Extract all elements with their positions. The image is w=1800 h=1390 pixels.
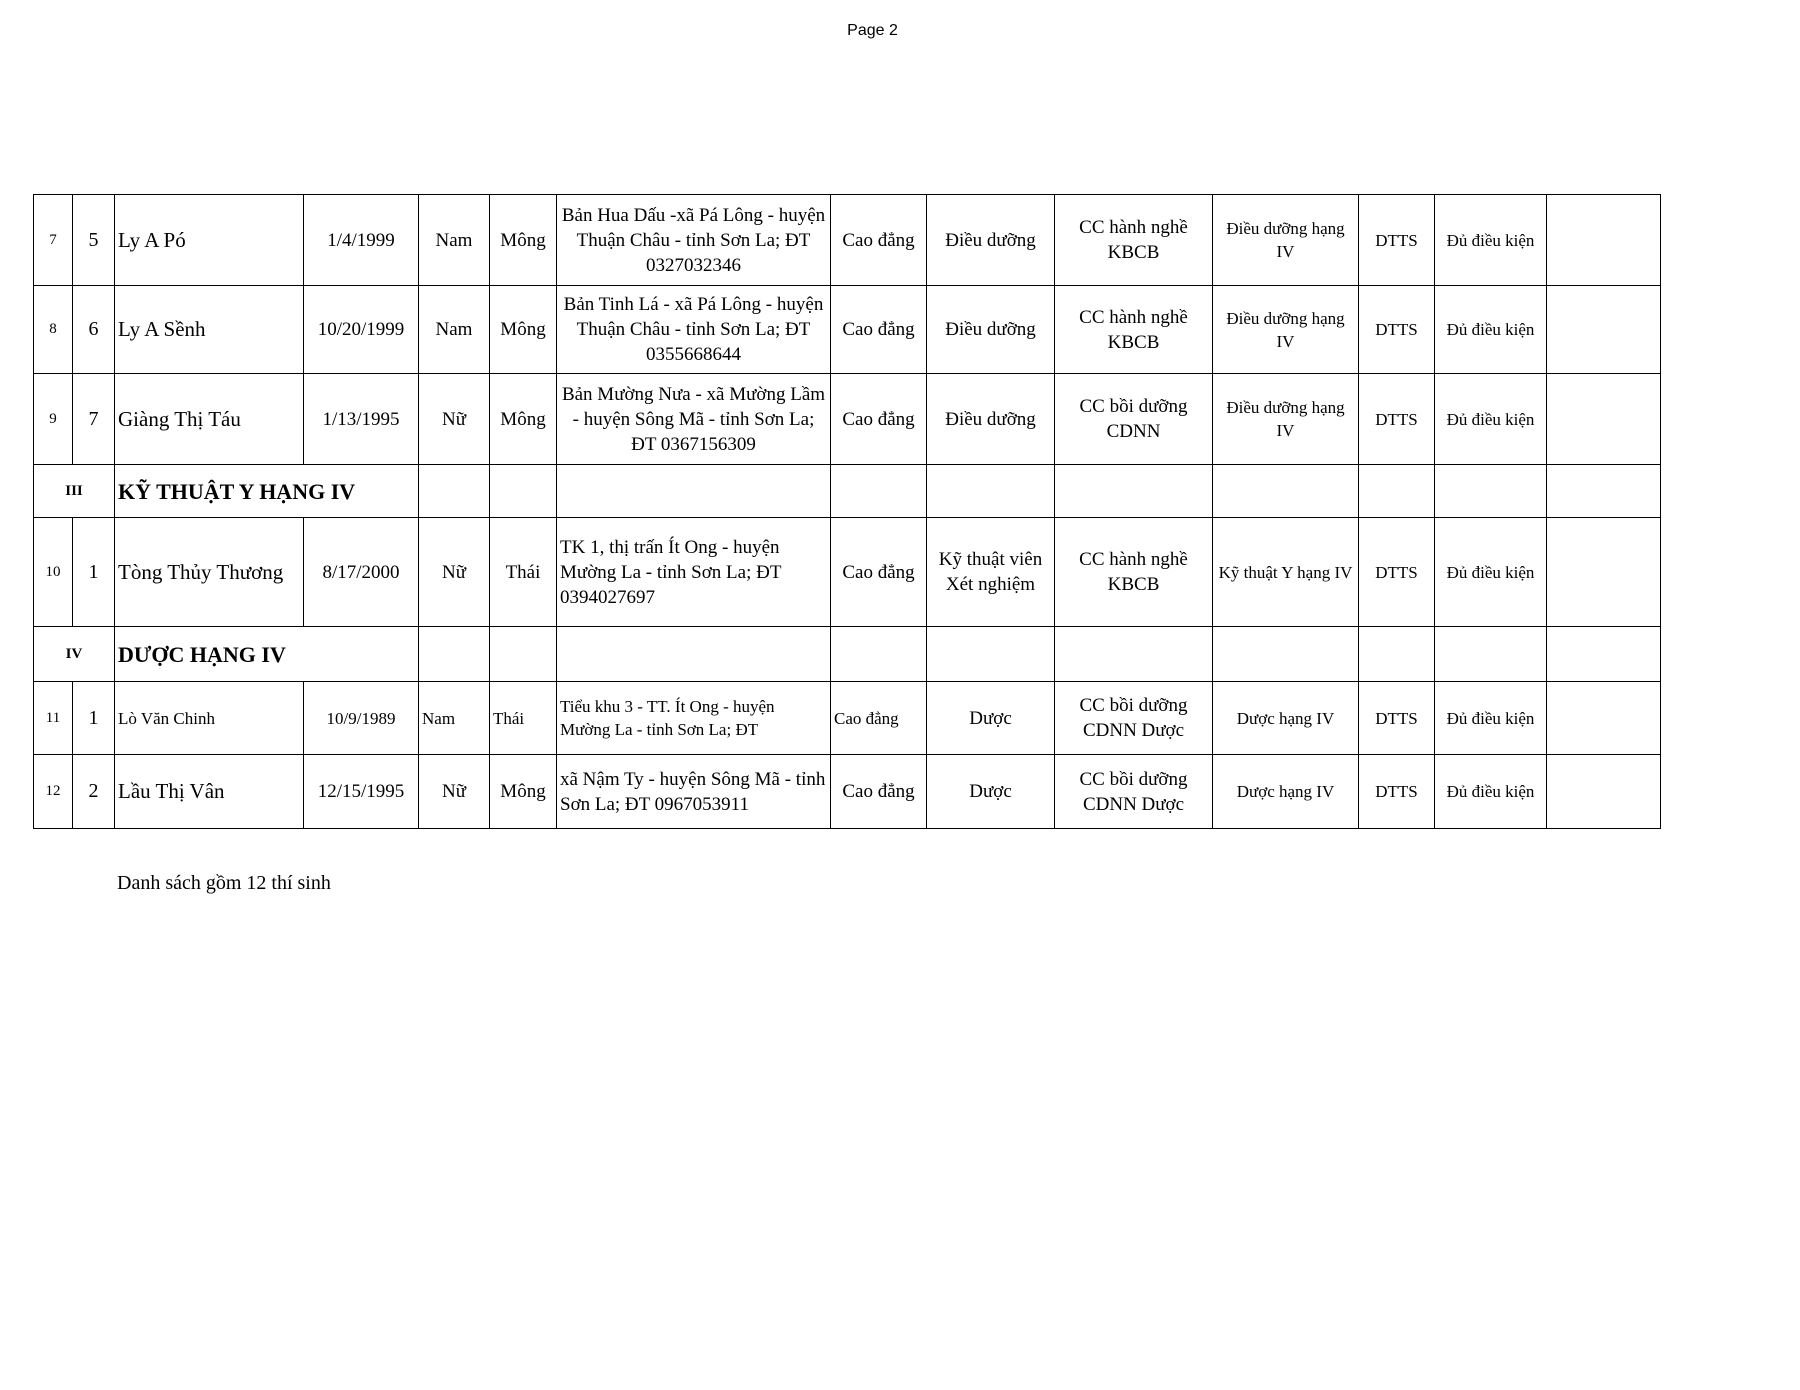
degree: Cao đẳng xyxy=(831,374,927,465)
empty-cell xyxy=(419,627,490,682)
table-row xyxy=(34,755,1661,829)
ethnicity: Mông xyxy=(490,755,557,829)
date-of-birth: 12/15/1995 xyxy=(304,755,419,829)
section-title: DƯỢC HẠNG IV xyxy=(115,627,419,682)
table-row xyxy=(34,195,1661,286)
section-number: IV xyxy=(34,627,115,682)
priority: DTTS xyxy=(1359,374,1435,465)
degree: Cao đẳng xyxy=(831,682,927,755)
address: Bản Hua Dấu -xã Pá Lông - huyện Thuận Châu - tỉnh Sơn La; ĐT 0327032346 xyxy=(557,195,831,286)
major: Kỹ thuật viên Xét nghiệm xyxy=(927,518,1055,627)
note xyxy=(1547,518,1661,627)
address: Bản Tinh Lá - xã Pá Lông - huyện Thuận Châu - tỉnh Sơn La; ĐT 0355668644 xyxy=(557,286,831,374)
degree: Cao đẳng xyxy=(831,518,927,627)
ethnicity: Thái xyxy=(490,518,557,627)
ethnicity: Mông xyxy=(490,374,557,465)
date-of-birth: 1/13/1995 xyxy=(304,374,419,465)
address: Bản Mường Nưa - xã Mường Lầm - huyện Sông Mã - tỉnh Sơn La; ĐT 0367156309 xyxy=(557,374,831,465)
note xyxy=(1547,195,1661,286)
degree: Cao đẳng xyxy=(831,755,927,829)
row-sub-number: 1 xyxy=(73,682,115,755)
section-row xyxy=(34,627,1661,682)
degree: Cao đẳng xyxy=(831,286,927,374)
row-stt: 9 xyxy=(34,374,73,465)
candidate-name: Ly A Sềnh xyxy=(115,286,304,374)
gender: Nữ xyxy=(419,518,490,627)
row-sub-number: 7 xyxy=(73,374,115,465)
certificate: CC bồi dưỡng CDNN Dược xyxy=(1055,682,1213,755)
priority: DTTS xyxy=(1359,286,1435,374)
ethnicity: Mông xyxy=(490,195,557,286)
position: Điều dưỡng hạng IV xyxy=(1213,195,1359,286)
section-row xyxy=(34,465,1661,518)
empty-cell xyxy=(927,465,1055,518)
date-of-birth: 10/9/1989 xyxy=(304,682,419,755)
certificate: CC hành nghề KBCB xyxy=(1055,286,1213,374)
candidate-count-note: Danh sách gồm 12 thí sinh xyxy=(117,872,331,894)
ethnicity: Mông xyxy=(490,286,557,374)
section-title: KỸ THUẬT Y HẠNG IV xyxy=(115,465,419,518)
major: Dược xyxy=(927,682,1055,755)
candidate-name: Lầu Thị Vân xyxy=(115,755,304,829)
row-stt: 8 xyxy=(34,286,73,374)
position: Dược hạng IV xyxy=(1213,755,1359,829)
gender: Nam xyxy=(419,195,490,286)
certificate: CC hành nghề KBCB xyxy=(1055,195,1213,286)
page-header: Page 2 xyxy=(847,22,898,39)
row-sub-number: 6 xyxy=(73,286,115,374)
date-of-birth: 8/17/2000 xyxy=(304,518,419,627)
certificate: CC bồi dưỡng CDNN xyxy=(1055,374,1213,465)
empty-cell xyxy=(1547,627,1661,682)
candidate-name: Giàng Thị Táu xyxy=(115,374,304,465)
section-number: III xyxy=(34,465,115,518)
priority: DTTS xyxy=(1359,755,1435,829)
result: Đủ điều kiện xyxy=(1435,374,1547,465)
position: Kỹ thuật Y hạng IV xyxy=(1213,518,1359,627)
gender: Nữ xyxy=(419,374,490,465)
gender: Nữ xyxy=(419,755,490,829)
row-stt: 11 xyxy=(34,682,73,755)
priority: DTTS xyxy=(1359,682,1435,755)
candidate-table xyxy=(33,194,1661,829)
certificate: CC hành nghề KBCB xyxy=(1055,518,1213,627)
ethnicity: Thái xyxy=(490,682,557,755)
empty-cell xyxy=(1213,627,1359,682)
empty-cell xyxy=(1359,465,1435,518)
empty-cell xyxy=(557,465,831,518)
address: xã Nậm Ty - huyện Sông Mã - tỉnh Sơn La; ĐT 0967053911 xyxy=(557,755,831,829)
date-of-birth: 10/20/1999 xyxy=(304,286,419,374)
row-stt: 10 xyxy=(34,518,73,627)
row-sub-number: 1 xyxy=(73,518,115,627)
empty-cell xyxy=(1055,465,1213,518)
result: Đủ điều kiện xyxy=(1435,195,1547,286)
empty-cell xyxy=(831,627,927,682)
empty-cell xyxy=(557,627,831,682)
priority: DTTS xyxy=(1359,195,1435,286)
gender: Nam xyxy=(419,682,490,755)
row-stt: 7 xyxy=(34,195,73,286)
result: Đủ điều kiện xyxy=(1435,286,1547,374)
row-stt: 12 xyxy=(34,755,73,829)
position: Điều dưỡng hạng IV xyxy=(1213,374,1359,465)
candidate-name: Ly A Pó xyxy=(115,195,304,286)
empty-cell xyxy=(1435,465,1547,518)
note xyxy=(1547,682,1661,755)
empty-cell xyxy=(490,627,557,682)
empty-cell xyxy=(1547,465,1661,518)
row-sub-number: 5 xyxy=(73,195,115,286)
note xyxy=(1547,286,1661,374)
row-sub-number: 2 xyxy=(73,755,115,829)
priority: DTTS xyxy=(1359,518,1435,627)
empty-cell xyxy=(419,465,490,518)
major: Dược xyxy=(927,755,1055,829)
position: Dược hạng IV xyxy=(1213,682,1359,755)
address: Tiểu khu 3 - TT. Ít Ong - huyện Mường La - tỉnh Sơn La; ĐT xyxy=(557,682,831,755)
major: Điều dưỡng xyxy=(927,286,1055,374)
major: Điều dưỡng xyxy=(927,374,1055,465)
position: Điều dưỡng hạng IV xyxy=(1213,286,1359,374)
candidate-name: Lò Văn Chinh xyxy=(115,682,304,755)
empty-cell xyxy=(927,627,1055,682)
result: Đủ điều kiện xyxy=(1435,518,1547,627)
candidate-name: Tòng Thủy Thương xyxy=(115,518,304,627)
gender: Nam xyxy=(419,286,490,374)
table-row xyxy=(34,286,1661,374)
date-of-birth: 1/4/1999 xyxy=(304,195,419,286)
degree: Cao đẳng xyxy=(831,195,927,286)
empty-cell xyxy=(1213,465,1359,518)
table-row xyxy=(34,374,1661,465)
table-row xyxy=(34,682,1661,755)
table-row xyxy=(34,518,1661,627)
empty-cell xyxy=(1359,627,1435,682)
result: Đủ điều kiện xyxy=(1435,682,1547,755)
empty-cell xyxy=(1055,627,1213,682)
empty-cell xyxy=(1435,627,1547,682)
note xyxy=(1547,755,1661,829)
certificate: CC bồi dưỡng CDNN Dược xyxy=(1055,755,1213,829)
address: TK 1, thị trấn Ít Ong - huyện Mường La - tỉnh Sơn La; ĐT 0394027697 xyxy=(557,518,831,627)
note xyxy=(1547,374,1661,465)
result: Đủ điều kiện xyxy=(1435,755,1547,829)
empty-cell xyxy=(831,465,927,518)
major: Điều dưỡng xyxy=(927,195,1055,286)
empty-cell xyxy=(490,465,557,518)
